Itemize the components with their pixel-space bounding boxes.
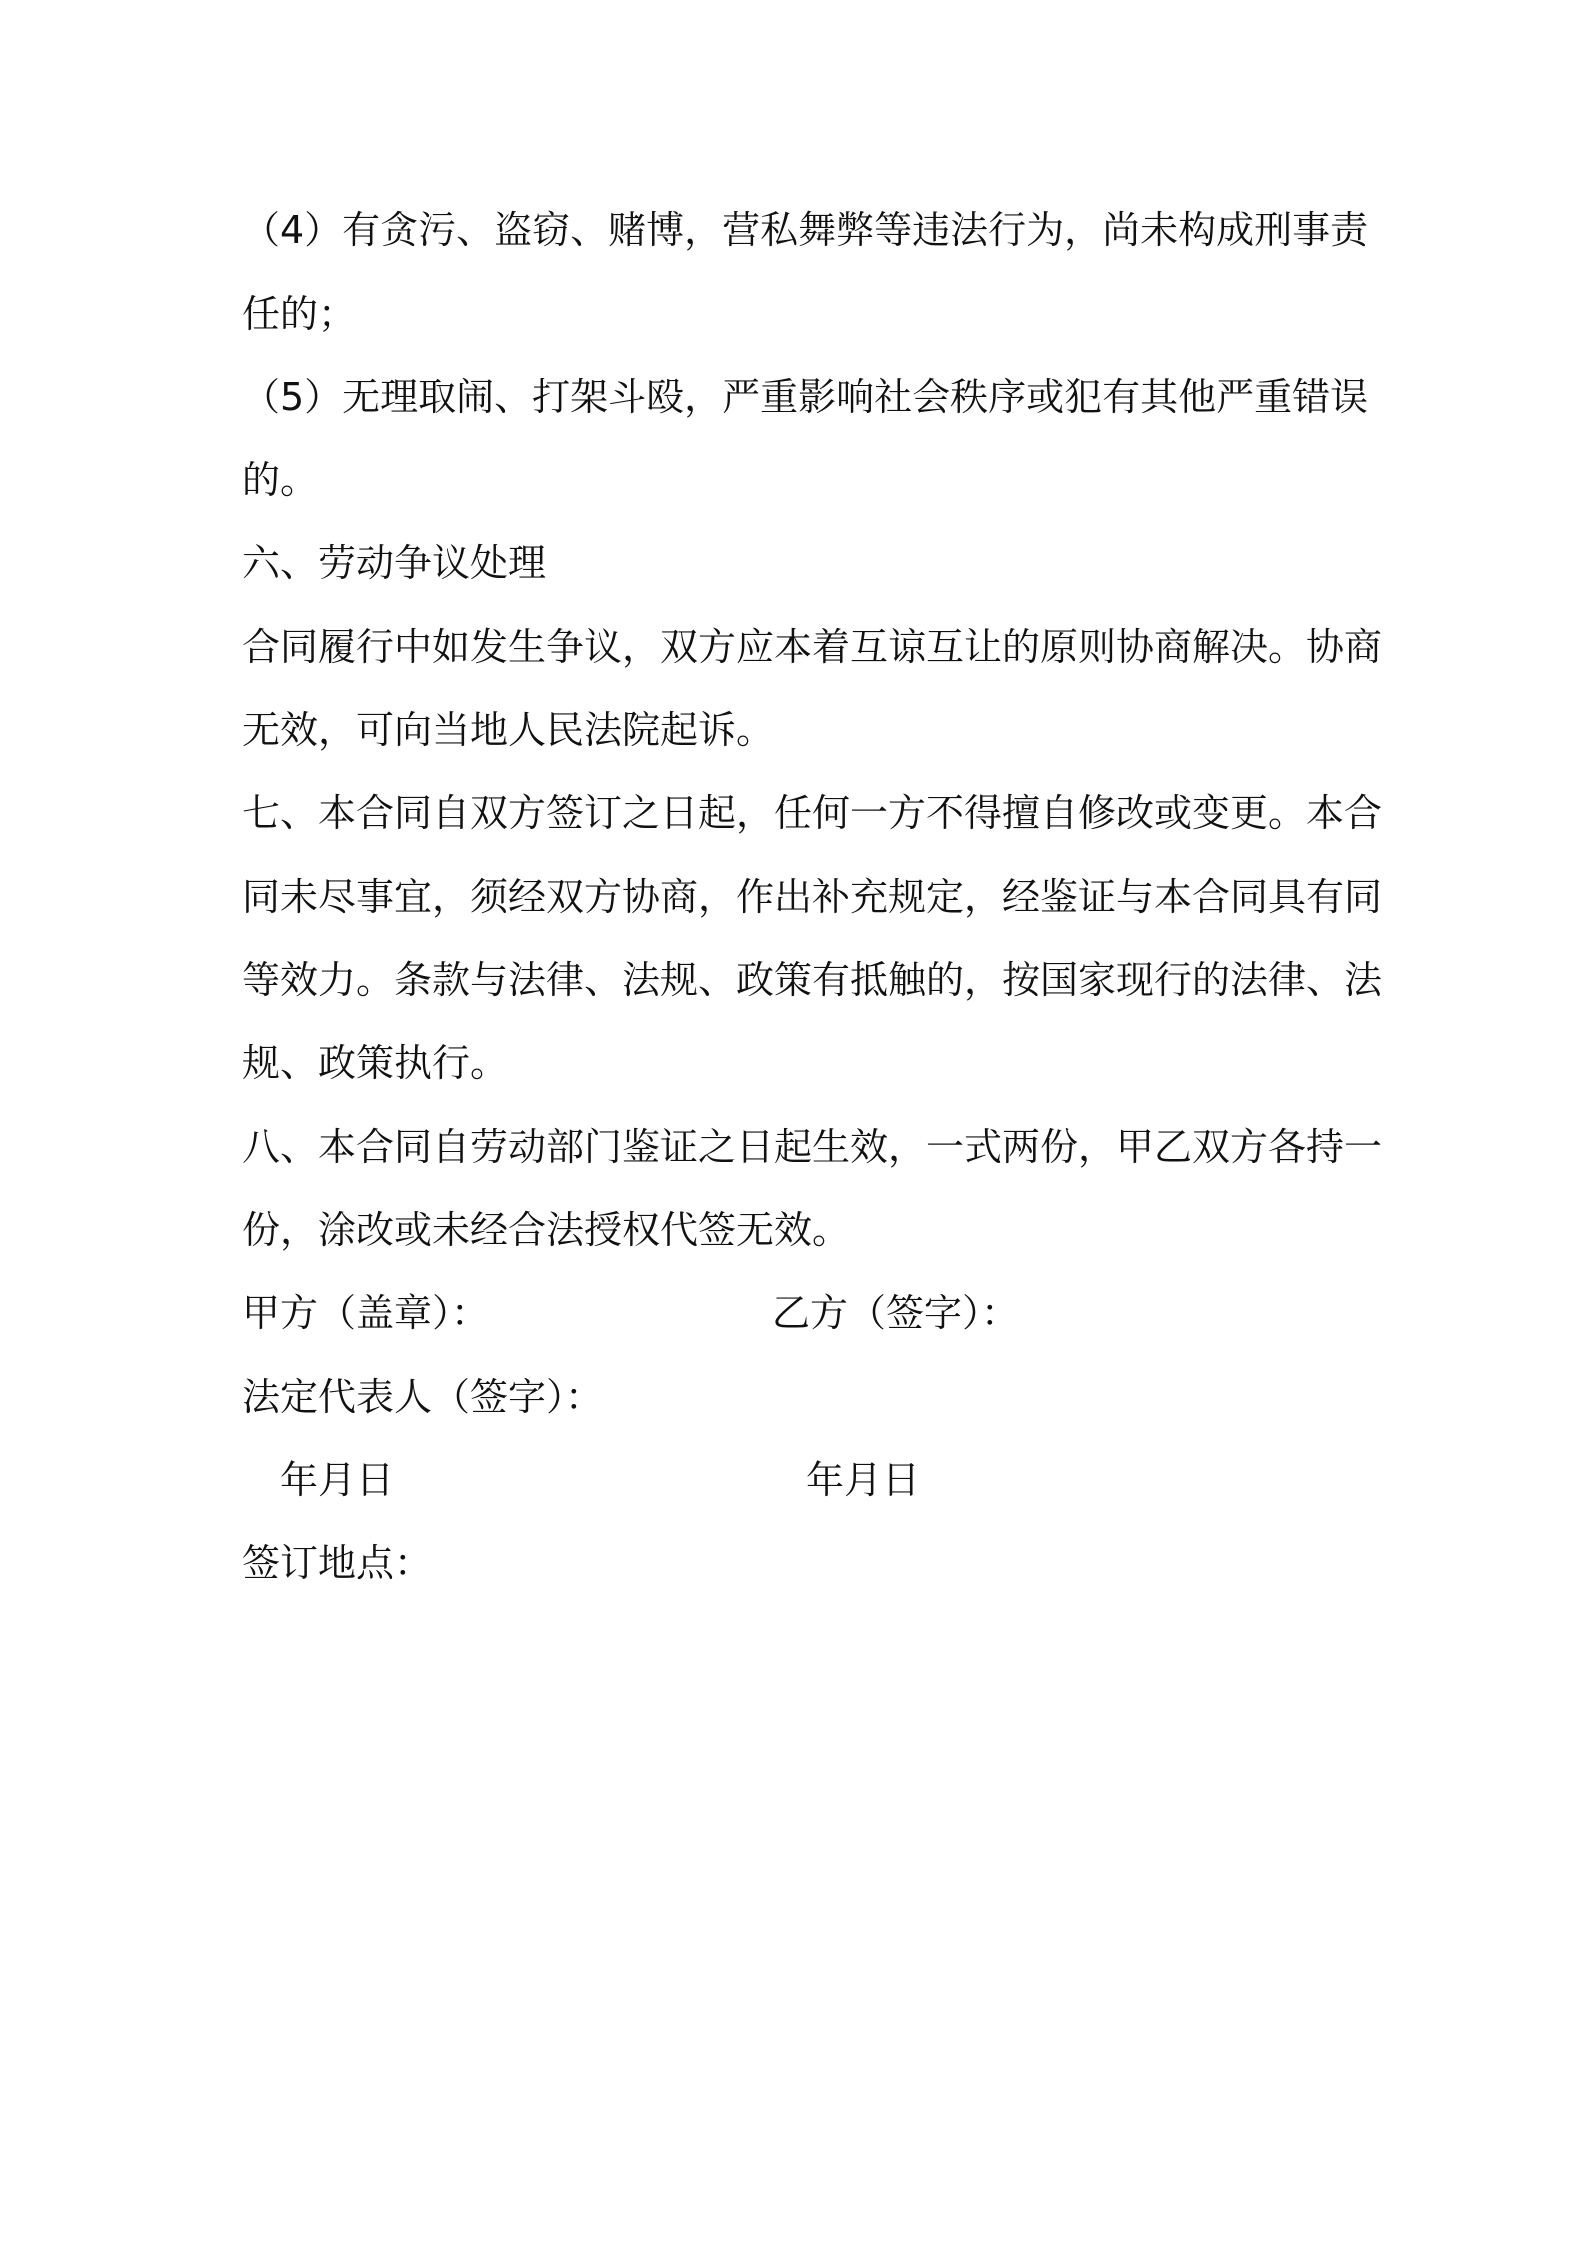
party-b-date-month: 月 <box>844 1458 883 1502</box>
section-6-heading: 六、劳动争议处理 <box>242 541 547 585</box>
signature-party-row <box>0 1283 1586 1343</box>
legal-rep-row <box>0 1367 1586 1427</box>
signing-place-row <box>0 1533 1586 1593</box>
clause-item-5-line-1: （5）无理取闹、打架斗殴，严重影响社会秩序或犯有其他严重错误 <box>242 375 1369 419</box>
signing-place-label: 签订地点： <box>242 1541 433 1585</box>
clause-item-4-line-1: （4）有贪污、盗窃、赌博，营私舞弊等违法行为，尚未构成刑事责 <box>242 208 1369 252</box>
party-b-sign-label: 乙方（签字）： <box>772 1291 1020 1335</box>
section-8-line-2: 份，涂改或未经合法授权代签无效。 <box>242 1208 851 1252</box>
party-a-date-day: 日 <box>356 1458 395 1502</box>
legal-rep-sign-label: 法定代表人（签字）： <box>242 1375 604 1419</box>
party-a-date-month: 月 <box>318 1458 357 1502</box>
section-6-line-1: 合同履行中如发生争议，双方应本着互谅互让的原则协商解决。协商 <box>242 625 1383 669</box>
party-b-date-year: 年 <box>806 1458 845 1502</box>
party-a-date <box>280 1450 394 1510</box>
date-row <box>0 1450 1586 1510</box>
clause-item-4-line-2: 任的； <box>242 292 357 336</box>
section-7-line-1: 七、本合同自双方签订之日起，任何一方不得擅自修改或变更。本合 <box>242 791 1383 835</box>
clause-item-5-line-2: 的。 <box>242 458 319 502</box>
party-a-seal-label: 甲方（盖章）： <box>242 1291 490 1335</box>
party-b-date <box>806 1450 920 1510</box>
party-b-date-day: 日 <box>882 1458 921 1502</box>
section-6-line-2: 无效，可向当地人民法院起诉。 <box>242 708 775 752</box>
section-7-line-4: 规、政策执行。 <box>242 1041 509 1085</box>
section-7-line-2: 同未尽事宜，须经双方协商，作出补充规定，经鉴证与本合同具有同 <box>242 875 1383 919</box>
section-8-line-1: 八、本合同自劳动部门鉴证之日起生效，一式两份，甲乙双方各持一 <box>242 1125 1383 1169</box>
section-7-line-3: 等效力。条款与法律、法规、政策有抵触的，按国家现行的法律、法 <box>242 958 1383 1002</box>
party-a-date-year: 年 <box>280 1458 319 1502</box>
